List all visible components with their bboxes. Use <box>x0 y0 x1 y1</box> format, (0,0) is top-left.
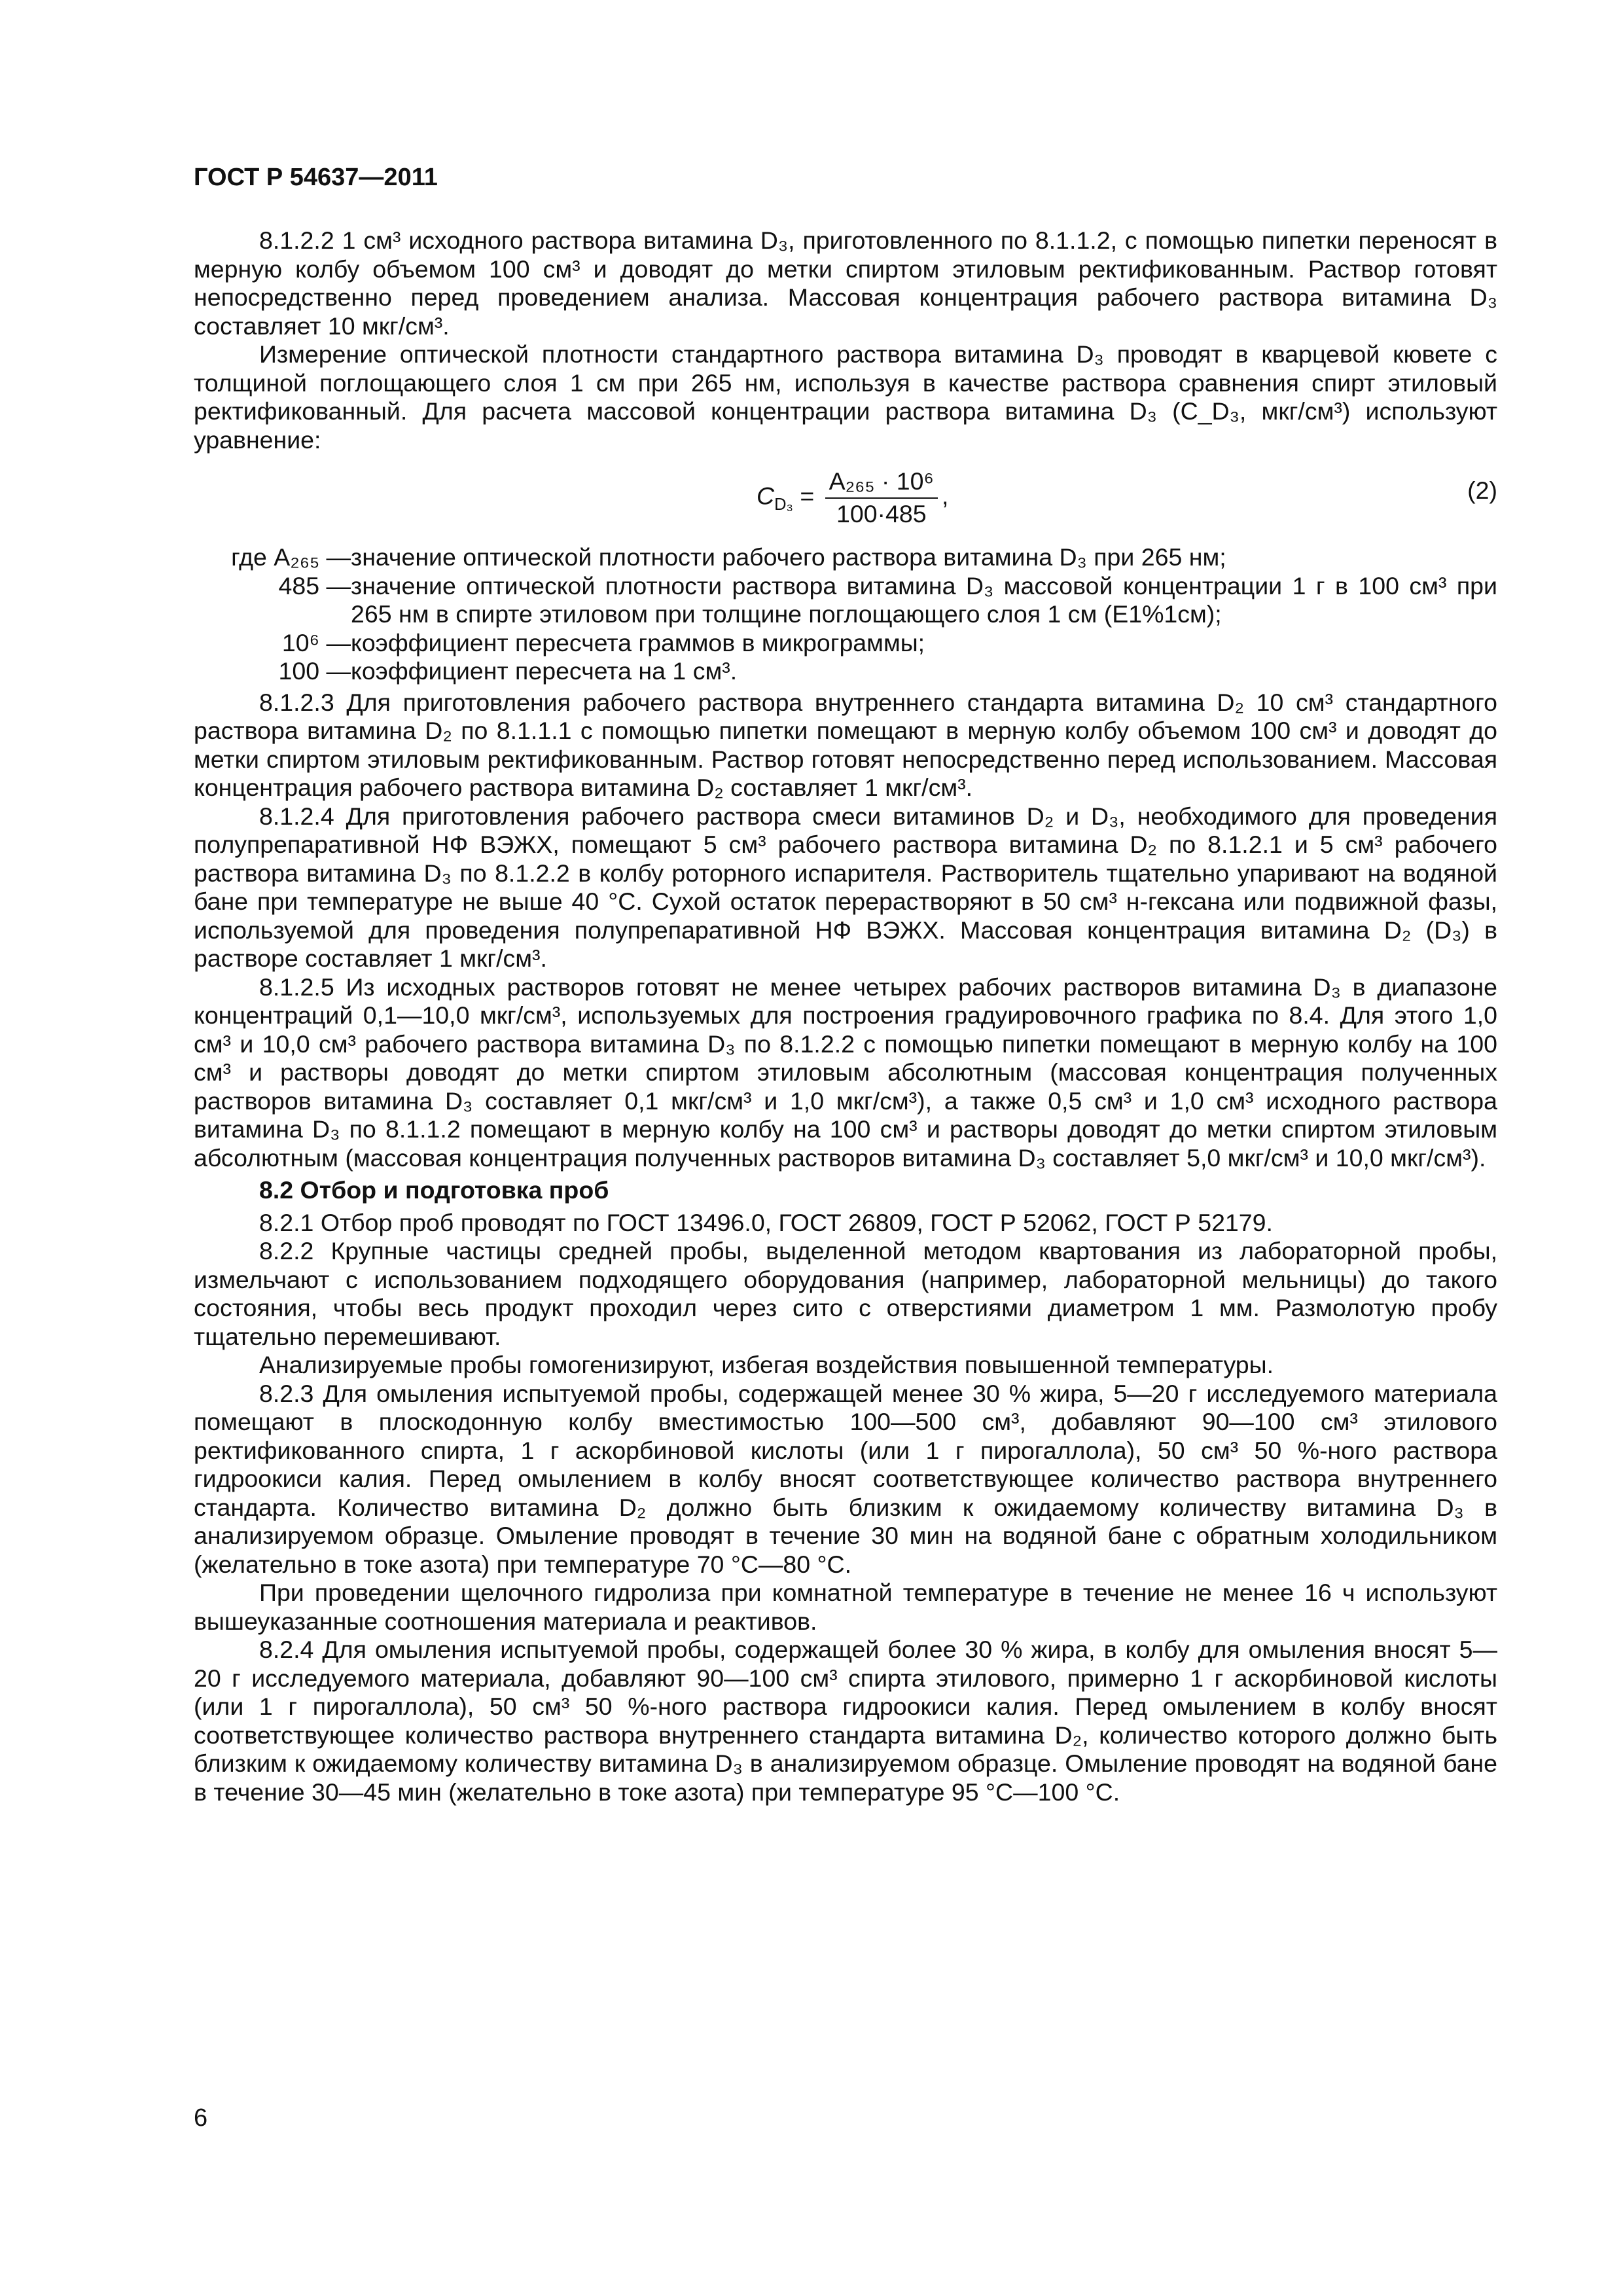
document-body <box>194 226 1497 1806</box>
formula-lhs-sub: D₃ <box>774 495 793 514</box>
section-heading-8-2: 8.2 Отбор и подготовка проб <box>259 1176 609 1204</box>
paragraph-8-2-1: 8.2.1 Отбор проб проводят по ГОСТ 13496.0, ГОСТ 26809, ГОСТ Р 52062, ГОСТ Р 52179. <box>259 1208 1273 1236</box>
paragraph-8-1-2-5: 8.1.2.5 Из исходных растворов готовят не менее четырех рабочих растворов витамина D₃ в диапазоне концентраций 0,1—10,0 мкг/см³, используемых для построения градуировочного графика по 8.4. Для этого 1,0 см³ и 10,0 см³ рабочего раствора витамина D₃ по 8.1.2.2 с помощью пипетки помещают в мерную колбу на 100 см³ и растворы доводят до метки спиртом этиловым абсолютным (массовая концентрация полученных растворов витамина D₃ составляет 0,1 мкг/см³ и 1,0 мкг/см³), а также 0,5 см³ и 1,0 см³ исходного раствора витамина D₃ по 8.1.1.2 помещают в мерную колбу на 100 см³ и растворы доводят до метки спиртом этиловым абсолютным (массовая концентрация полученных растворов витамина D₃ составляет 5,0 мкг/см³ и 10,0 мкг/см³). <box>194 973 1497 1172</box>
paragraph-8-2-3: 8.2.3 Для омыления испытуемой пробы, содержащей менее 30 % жира, 5—20 г исследуемого материала помещают в плоскодонную колбу вместимостью 100—500 см³, добавляют 90—100 см³ этилового ректификованного спирта, 1 г аскорбиновой кислоты (или 1 г пирогаллола), 50 см³ 50 %-ного раствора гидроокиси калия. Перед омылением в колбу вносят соответствующее количество раствора внутреннего стандарта. Количество витамина D₂ должно быть близким к ожидаемому количеству витамина D₃ в анализируемом образце. Омыление проводят в течение 30 мин на водяной бане с обратным холодильником (желательно в токе азота) при температуре 70 °С—80 °С. <box>194 1379 1497 1578</box>
formula-2 <box>194 461 1497 538</box>
paragraph-homogenize: Анализируемые пробы гомогенизируют, избегая воздействия повышенной температуры. <box>259 1351 1274 1378</box>
paragraph-8-1-2-4: 8.1.2.4 Для приготовления рабочего раствора смеси витаминов D₂ и D₃, необходимого для проведения полупрепаративной НФ ВЭЖХ, помещают 5 см³ рабочего раствора витамина D₂ по 8.1.2.1 и 5 см³ рабочего раствора витамина D₃ по 8.1.2.2 в колбу роторного испарителя. Растворитель тщательно упаривают на водяной бане при температуре не выше 40 °С. Сухой остаток перерастворяют в 50 см³ н-гексана или подвижной фазы, используемой для проведения полупрепаративной НФ ВЭЖХ. Массовая концентрация витамина D₂ (D₃) в растворе составляет 1 мкг/см³. <box>194 802 1497 972</box>
formula-lhs: C <box>757 482 775 510</box>
definition-term: где A₂₆₅ — <box>231 543 351 571</box>
paragraph-8-2-2: 8.2.2 Крупные частицы средней пробы, выделенной методом квартования из лабораторной пробы, измельчают с использованием подходящего оборудования (например, лабораторной мельницы) до такого состояния, чтобы весь продукт проходил через сито с отверстиями диаметром 1 мм. Размолотую пробу тщательно перемешивают. <box>194 1237 1497 1350</box>
definition-desc: значение оптической плотности раствора витамина D₃ массовой концентрации 1 г в 100 см³ при 265 нм в спирте этиловом при толщине поглощающего слоя 1 см (E1%1см); <box>351 571 1497 628</box>
definition-item <box>194 657 1497 686</box>
definition-item <box>194 572 1497 629</box>
page-number: 6 <box>194 2104 208 2132</box>
formula-number: (2) <box>1467 476 1497 504</box>
definition-desc: коэффициент пересчета на 1 см³. <box>351 657 738 685</box>
definition-desc: значение оптической плотности рабочего раствора витамина D₃ при 265 нм; <box>351 543 1226 571</box>
paragraph-alkaline-hydrolysis: При проведении щелочного гидролиза при комнатной температуре в течение не менее 16 ч используют вышеуказанные соотношения материала и реактивов. <box>194 1579 1497 1635</box>
definitions-list <box>194 543 1497 686</box>
paragraph-8-2-4: 8.2.4 Для омыления испытуемой пробы, содержащей более 30 % жира, в колбу для омыления вносят 5—20 г исследуемого материала, добавляют 90—100 см³ спирта этилового, примерно 1 г аскорбиновой кислоты (или 1 г пирогаллола), 50 см³ 50 %-ного раствора гидроокиси калия. Перед омылением в колбу вносят соответствующее количество раствора внутреннего стандарта витамина D₂, количество которого должно быть близким к ожидаемому количеству витамина D₃ в анализируемом образце. Омыление проводят на водяной бане в течение 30—45 мин (желательно в токе азота) при температуре 95 °С—100 °С. <box>194 1636 1497 1806</box>
formula-denominator: 100·485 <box>836 499 927 528</box>
definition-item <box>194 543 1497 572</box>
definition-item <box>194 629 1497 658</box>
definition-term: 485 — <box>278 571 351 600</box>
document-header: ГОСТ Р 54637—2011 <box>194 164 438 191</box>
definition-term: 10⁶ — <box>281 628 351 656</box>
paragraph-measurement: Измерение оптической плотности стандартного раствора витамина D₃ проводят в кварцевой кювете с толщиной поглощающего слоя 1 см при 265 нм, используя в качестве раствора сравнения спирт этиловый ректификованный. Для расчета массовой концентрации раствора витамина D₃ (C_D₃, мкг/см³) используют уравнение: <box>194 340 1497 454</box>
formula-fraction <box>825 467 938 528</box>
formula-numerator: A₂₆₅ · 10⁶ <box>825 467 938 499</box>
formula-expression: $C_{D_3}$ = $\frac{\text{A₂₆₅ · 10⁶}}{100\cdot 485}$ , <box>757 467 949 528</box>
definition-desc: коэффициент пересчета граммов в микрограммы; <box>351 628 925 656</box>
paragraph-8-1-2-2: 8.1.2.2 1 см³ исходного раствора витамина D₃, приготовленного по 8.1.1.2, с помощью пипетки переносят в мерную колбу объемом 100 см³ и доводят до метки спиртом этиловым ректификованным. Раствор готовят непосредственно перед проведением анализа. Массовая концентрация рабочего раствора витамина D₃ составляет 10 мкг/см³. <box>194 226 1497 340</box>
paragraph-8-1-2-3: 8.1.2.3 Для приготовления рабочего раствора внутреннего стандарта витамина D₂ 10 см³ стандартного раствора витамина D₂ по 8.1.1.1 с помощью пипетки помещают в мерную колбу объемом 100 см³ и доводят до метки спиртом этиловым ректификованным. Раствор готовят непосредственно перед использованием. Массовая концентрация рабочего раствора витамина D₂ составляет 1 мкг/см³. <box>194 688 1497 801</box>
definition-term: 100 — <box>278 657 351 685</box>
